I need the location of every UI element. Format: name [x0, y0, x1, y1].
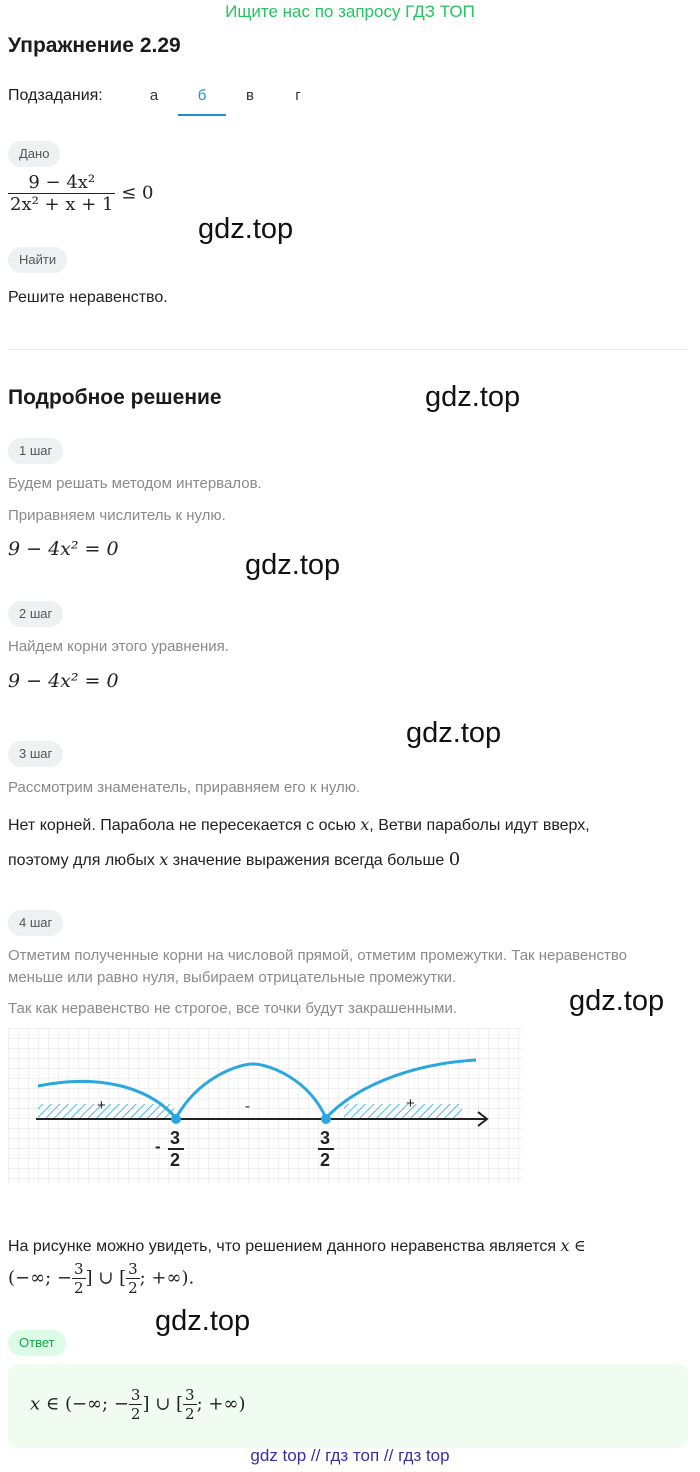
watermark: gdz.top — [245, 549, 341, 581]
step-4-line-3: Так как неравенство не строгое, все точки будут закрашенными. — [8, 1000, 458, 1017]
answer-num-1: 3 — [130, 1386, 141, 1404]
conclusion-part2: ] ∪ [ — [85, 1267, 127, 1289]
step-1-formula: 9 − 4x² = 0 — [8, 538, 119, 560]
hatch-left — [38, 1104, 174, 1118]
answer-num-2: 3 — [185, 1386, 195, 1404]
step-1-chip: 1 шаг — [8, 438, 63, 464]
conclusion-part3: ; +∞). — [139, 1267, 195, 1289]
step-3-text-1-end: , Ветви параболы идут вверх, — [369, 817, 590, 834]
point-left — [171, 1114, 181, 1124]
solution-heading: Подробное решение — [8, 386, 222, 409]
number-line-figure — [8, 1028, 522, 1184]
conclusion-in: ∈ — [574, 1236, 586, 1255]
find-text: Решите неравенство. — [8, 289, 168, 306]
step-2-formula: 9 − 4x² = 0 — [8, 670, 119, 692]
find-chip: Найти — [8, 247, 67, 273]
step-4-line-2: меньше или равно нуля, выбираем отрицательные промежутки. — [8, 969, 457, 986]
step-3-text-2 — [8, 849, 460, 870]
conclusion-part1: (−∞; − — [8, 1267, 72, 1289]
step-4-chip: 4 шаг — [8, 910, 63, 936]
conclusion-text: На рисунке можно увидеть, что решением данного неравенства является — [8, 1238, 557, 1255]
watermark: gdz.top — [425, 381, 521, 413]
answer-den-2: 2 — [185, 1405, 195, 1423]
given-numerator: 9 − 4x² — [28, 172, 96, 193]
answer-formula — [30, 1386, 245, 1423]
conclusion-den-2: 2 — [128, 1279, 138, 1297]
step-3-chip: 3 шаг — [8, 741, 63, 767]
sign-middle: - — [245, 1098, 250, 1115]
left-root-num: 3 — [170, 1128, 181, 1148]
conclusion-den-1: 2 — [73, 1279, 84, 1297]
point-right — [321, 1114, 331, 1124]
step-1-line-1: Будем решать методом интервалов. — [8, 475, 262, 492]
left-root-sign: - — [155, 1137, 161, 1156]
step-3-text-1 — [8, 815, 590, 835]
step-3-text-1-start: Нет корней. Парабола не пересекается с осью — [8, 817, 356, 834]
sign-left: + — [97, 1097, 106, 1114]
zero: 0 — [448, 849, 461, 870]
page-title: Упражнение 2.29 — [8, 34, 181, 57]
right-root-num: 3 — [320, 1128, 331, 1148]
tab-b[interactable]: б — [178, 78, 226, 116]
step-4-line-1: Отметим полученные корни на числовой прямой, отметим промежутки. Так неравенство — [8, 947, 628, 964]
given-formula — [8, 172, 153, 215]
hatch-right — [344, 1104, 462, 1118]
promo-banner[interactable]: Ищите нас по запросу ГДЗ ТОП — [225, 2, 475, 21]
watermark: gdz.top — [155, 1305, 251, 1337]
divider — [8, 349, 688, 350]
step-3-text-2-mid: значение выражения всегда больше — [172, 852, 445, 869]
answer-in: ∈ — [45, 1393, 60, 1415]
watermark: gdz.top — [569, 985, 665, 1017]
given-chip: Дано — [8, 141, 60, 167]
var-x: x — [360, 815, 370, 834]
conclusion-formula — [8, 1260, 194, 1297]
answer-chip: Ответ — [8, 1330, 66, 1356]
answer-part3: ; +∞) — [196, 1393, 246, 1415]
tab-a[interactable]: а — [149, 87, 159, 104]
answer-x: x — [30, 1393, 41, 1415]
step-3-line-1: Рассмотрим знаменатель, приравняем его к нулю. — [8, 779, 361, 796]
conclusion-line-1 — [8, 1236, 586, 1256]
answer-part1: (−∞; − — [64, 1393, 129, 1415]
tab-v[interactable]: в — [246, 87, 254, 104]
left-root-den: 2 — [170, 1150, 181, 1170]
conclusion-num-2: 3 — [128, 1260, 138, 1278]
given-relation: ≤ 0 — [121, 182, 154, 204]
step-1-line-2: Приравняем числитель к нулю. — [8, 507, 226, 524]
tab-g[interactable]: г — [295, 87, 301, 104]
conclusion-x: x — [560, 1236, 570, 1255]
sign-right: + — [406, 1095, 415, 1112]
given-denominator: 2x² + x + 1 — [10, 194, 114, 215]
watermark: gdz.top — [406, 717, 502, 749]
watermark: gdz.top — [198, 213, 294, 245]
answer-part2: ] ∪ [ — [142, 1393, 184, 1415]
subtasks-label: Подзадания: — [8, 87, 103, 104]
step-2-chip: 2 шаг — [8, 601, 63, 627]
step-2-line-1: Найдем корни этого уравнения. — [8, 638, 229, 655]
step-3-text-2-start: поэтому для любых — [8, 852, 155, 869]
conclusion-num-1: 3 — [73, 1260, 84, 1278]
var-x: x — [159, 850, 169, 869]
footer-links[interactable]: gdz top // гдз топ // гдз top — [250, 1446, 450, 1465]
answer-den-1: 2 — [130, 1405, 141, 1423]
right-root-den: 2 — [320, 1150, 331, 1170]
subtask-tabs — [130, 78, 322, 116]
